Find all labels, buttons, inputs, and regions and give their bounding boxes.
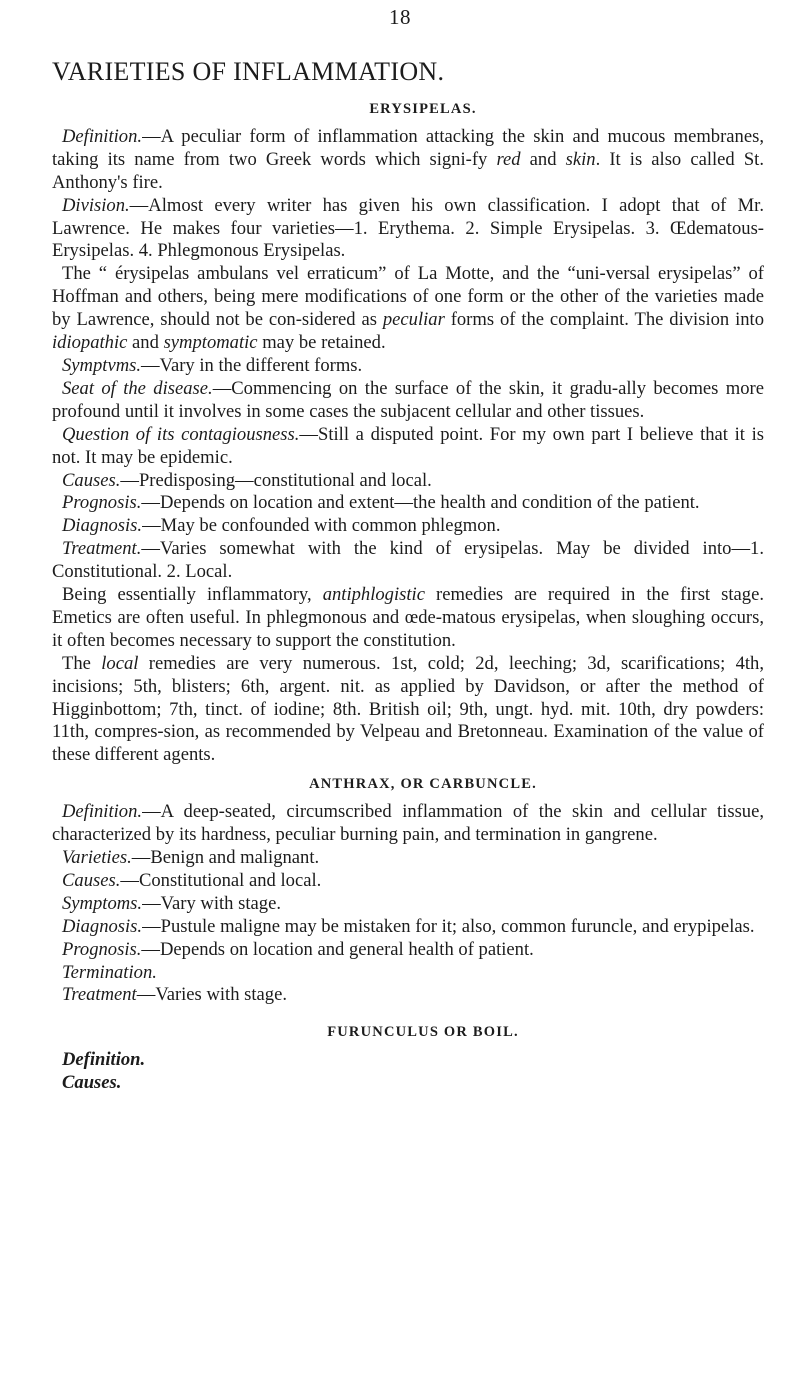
paragraph-contagiousness bbox=[52, 424, 764, 470]
term-label: Varieties. bbox=[62, 847, 132, 868]
paragraph-text: The bbox=[62, 652, 102, 674]
term-label: Diagnosis. bbox=[62, 515, 143, 537]
paragraph-diagnosis bbox=[52, 515, 764, 538]
paragraph-varieties bbox=[52, 847, 764, 870]
paragraph-causes bbox=[52, 1072, 764, 1095]
paragraph-text: remedies are very numerous. 1st, cold; 2d, leeching; 3d, scarifications; 4th, incisions; 5th, blisters; 6th, argent. nit. as applied by Davidson, or after the method of Higginbottom; 7th, tinct. of iodine; 8th. British oil; 9th, ungt. hyd. mit. 10th, dry powders: 11th, compres-sion, as recommended by Velpeau and Bretonneau. Examination of the value of these different agents. bbox=[52, 652, 764, 766]
emphasis-text: red bbox=[496, 148, 521, 170]
page-body bbox=[52, 92, 764, 1095]
paragraph-definition bbox=[52, 801, 764, 847]
paragraph-prognosis bbox=[52, 939, 764, 962]
paragraph-causes bbox=[52, 870, 764, 893]
term-label: Definition. bbox=[62, 125, 143, 147]
paragraph-text: —Varies somewhat with the kind of erysipelas. May be divided into—1. Constitutional. 2. Local. bbox=[52, 538, 764, 583]
paragraph-text: remedies are required in the first stage. Emetics are often useful. In phlegmonous and œde-matous erysipelas, when sloughing occurs, it often becomes necessary to support the constitution. bbox=[52, 584, 764, 651]
paragraph-symptoms bbox=[52, 355, 764, 378]
emphasis-text: symptomatic bbox=[163, 332, 258, 354]
section-furunculus bbox=[52, 1021, 764, 1095]
term-label: Prognosis. bbox=[62, 938, 142, 960]
paragraph-text: —A peculiar form of inflammation attacking the skin and mucous membranes, taking its name from two Greek words which signi-fy bbox=[52, 125, 764, 170]
paragraph-text: —Vary in the different forms. bbox=[141, 354, 363, 376]
page-number: 18 bbox=[389, 5, 411, 29]
paragraph-definition bbox=[52, 126, 764, 195]
term-label: Causes. bbox=[62, 869, 121, 891]
term-label: Definition. bbox=[62, 1049, 146, 1071]
emphasis-text: skin bbox=[565, 148, 596, 170]
paragraph-causes bbox=[52, 470, 764, 493]
term-label: Termination. bbox=[62, 961, 157, 983]
paragraph-text: and bbox=[127, 332, 164, 354]
paragraph-text: forms of the complaint. The division into bbox=[444, 309, 765, 331]
paragraph-text: —Depends on location and extent—the health and condition of the patient. bbox=[141, 492, 700, 514]
page-title: VARIETIES OF INFLAMMATION. bbox=[52, 57, 445, 86]
paragraph-text: and bbox=[520, 148, 566, 170]
paragraph-symptoms bbox=[52, 893, 764, 916]
paragraph-ambulans bbox=[52, 263, 764, 355]
term-label: Causes. bbox=[62, 469, 121, 491]
term-label: Treatment. bbox=[62, 538, 142, 560]
paragraph-text: —A deep-seated, circumscribed inflammation of the skin and cellular tissue, characterized by its hardness, peculiar burning pain, and termination in gangrene. bbox=[52, 801, 764, 846]
paragraph-diagnosis bbox=[52, 916, 764, 939]
term-label: Symptoms. bbox=[62, 892, 143, 914]
emphasis-text: idiopathic bbox=[52, 332, 128, 354]
term-label: Question of its contagiousness. bbox=[62, 423, 300, 445]
emphasis-text: antiphlogistic bbox=[322, 584, 425, 606]
emphasis-text: peculiar bbox=[382, 309, 445, 331]
paragraph-division bbox=[52, 195, 764, 264]
paragraph-text: —Still a disputed point. For my own part I believe that it is not. It may be epidemic. bbox=[52, 423, 764, 468]
paragraph-text: —Depends on location and general health of patient. bbox=[141, 938, 534, 960]
paragraph-treatment bbox=[52, 538, 764, 584]
paragraph-text: —May be confounded with common phlegmon. bbox=[142, 515, 501, 537]
term-label: Division. bbox=[62, 194, 130, 216]
term-label: Prognosis. bbox=[62, 492, 142, 514]
paragraph-text: —Benign and malignant. bbox=[131, 847, 320, 868]
paragraph-text: —Almost every writer has given his own classification. I adopt that of Mr. Lawrence. He makes four varieties—1. Erythema. 2. Simple Erysipelas. 3. Œdematous-Erysipelas. 4. Phlegmonous Erysipelas. bbox=[52, 194, 764, 262]
section-heading: ANTHRAX, OR CARBUNCLE. bbox=[309, 776, 537, 793]
paragraph-seat bbox=[52, 378, 764, 424]
paragraph-text: The “ érysipelas ambulans vel erraticum” of La Motte, and the “uni-versal erysipelas” of Hoffman and others, being mere modifications of one form or the other of the varieties made by Lawrence, should not be con-sidered as bbox=[52, 263, 764, 331]
section-heading: FURUNCULUS OR BOIL. bbox=[327, 1024, 519, 1041]
paragraph-text: —Commencing on the surface of the skin, it gradu-ally becomes more profound until it involves in some cases the subjacent cellular and other tissues. bbox=[52, 377, 764, 422]
term-label: Seat of the disease. bbox=[62, 377, 213, 399]
term-label: Causes. bbox=[62, 1072, 122, 1094]
paragraph-prognosis bbox=[52, 492, 764, 515]
paragraph-termination bbox=[52, 962, 764, 985]
paragraph-definition bbox=[52, 1049, 764, 1072]
term-label: Definition. bbox=[62, 801, 143, 823]
paragraph-antiphlogistic bbox=[52, 584, 764, 653]
section-anthrax bbox=[52, 773, 764, 1007]
paragraph-text: —Pustule maligne may be mistaken for it; also, common furuncle, and erypipelas. bbox=[142, 915, 755, 937]
paragraph-text: —Constitutional and local. bbox=[120, 869, 322, 891]
term-label: Diagnosis. bbox=[62, 915, 143, 937]
term-label: Symptvms. bbox=[62, 354, 142, 376]
section-heading: ERYSIPELAS. bbox=[369, 101, 477, 117]
paragraph-text: Being essentially inflammatory, bbox=[62, 584, 323, 606]
paragraph-text: —Varies with stage. bbox=[136, 984, 287, 1006]
paragraph-text: —Predisposing—constitutional and local. bbox=[120, 469, 432, 491]
paragraph-text: —Vary with stage. bbox=[142, 892, 281, 914]
paragraph-text: may be retained. bbox=[257, 332, 386, 354]
emphasis-text: local bbox=[101, 652, 139, 674]
paragraph-treatment bbox=[52, 984, 764, 1007]
section-erysipelas bbox=[52, 98, 764, 767]
paragraph-local-remedies bbox=[52, 653, 764, 768]
term-label: Treatment bbox=[62, 984, 137, 1006]
paragraph-text: . It is also called St. Anthony's fire. bbox=[52, 148, 764, 193]
